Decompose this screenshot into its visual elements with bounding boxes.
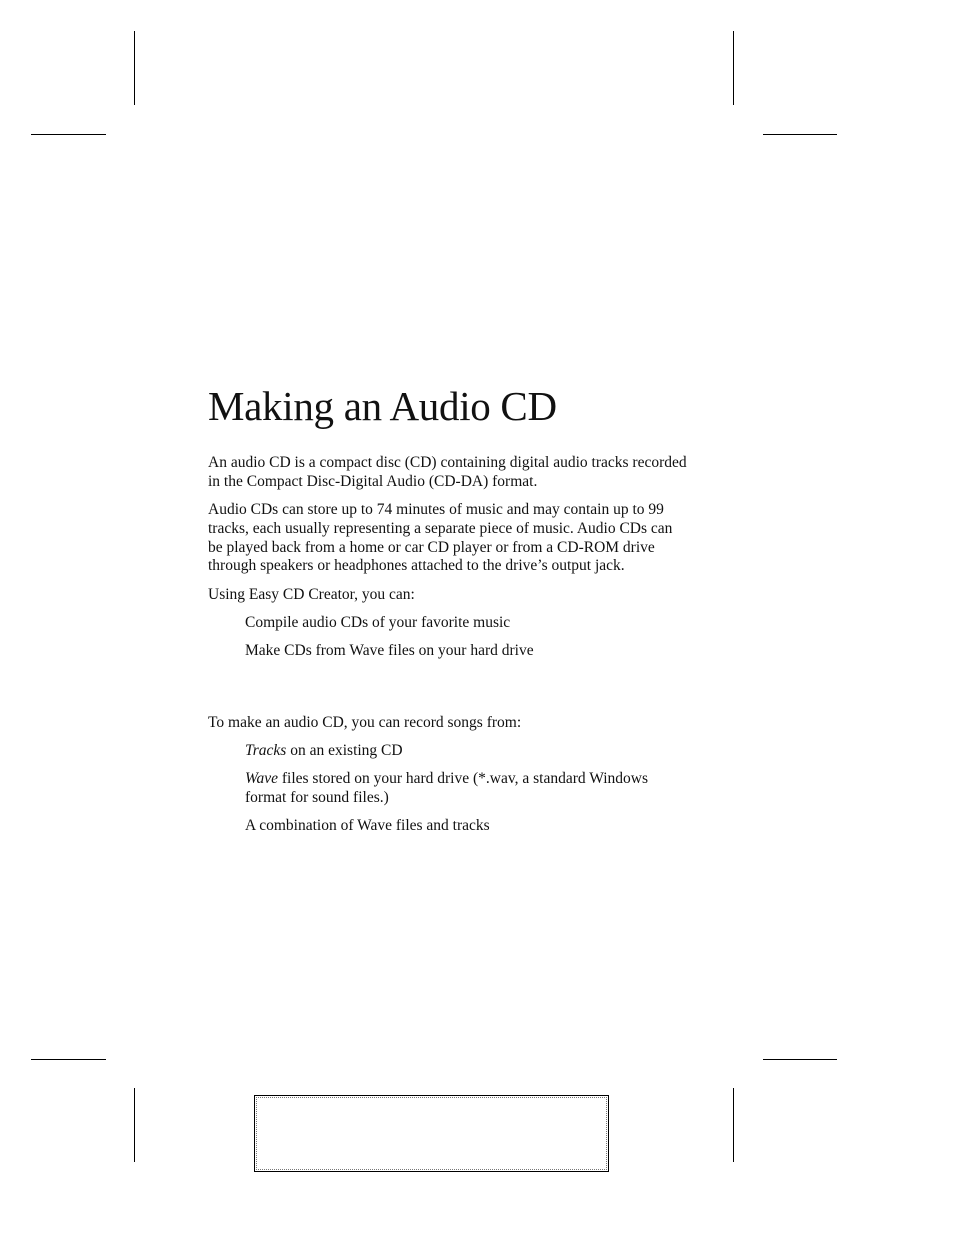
list-item: [245, 742, 688, 761]
sources-lead-paragraph: To make an audio CD, you can record songs from:: [208, 713, 522, 731]
page-title: Making an Audio CD: [208, 383, 557, 429]
crop-mark-top-right-horizontal: [763, 134, 837, 135]
crop-mark-bottom-left-vertical: [134, 1088, 135, 1162]
wave-term: Wave: [245, 770, 278, 788]
tracks-term: Tracks: [245, 741, 287, 759]
list-item: A combination of Wave files and tracks: [245, 817, 490, 835]
section-spacer: [208, 671, 688, 714]
tracks-description: on an existing CD: [286, 741, 403, 759]
list-item: Compile audio CDs of your favorite music: [245, 614, 511, 632]
crop-mark-bottom-right-vertical: [733, 1088, 734, 1162]
crop-mark-bottom-right-horizontal: [763, 1059, 837, 1060]
footer-box: [254, 1095, 609, 1172]
list-item: Make CDs from Wave files on your hard drive: [245, 642, 534, 660]
using-lead-paragraph: Using Easy CD Creator, you can:: [208, 585, 415, 603]
page-content: [208, 378, 688, 846]
wave-description: files stored on your hard drive (*.wav, a standard Windows format for sound files.): [245, 770, 648, 807]
crop-mark-bottom-left-horizontal: [31, 1059, 106, 1060]
crop-mark-top-left-horizontal: [31, 134, 106, 135]
crop-mark-top-right-vertical: [733, 31, 734, 105]
intro-paragraph-2: Audio CDs can store up to 74 minutes of music and may contain up to 99 tracks, each usually representing a separate piece of music. Audio CDs can be played back from a home or car CD player or from a CD-ROM drive through speakers or headphones attached to the drive’s output jack.: [208, 501, 673, 575]
crop-mark-top-left-vertical: [134, 31, 135, 105]
intro-paragraph-1: An audio CD is a compact disc (CD) containing digital audio tracks recorded in the Compact Disc-Digital Audio (CD-DA) format.: [208, 454, 687, 490]
list-item: [245, 770, 688, 808]
